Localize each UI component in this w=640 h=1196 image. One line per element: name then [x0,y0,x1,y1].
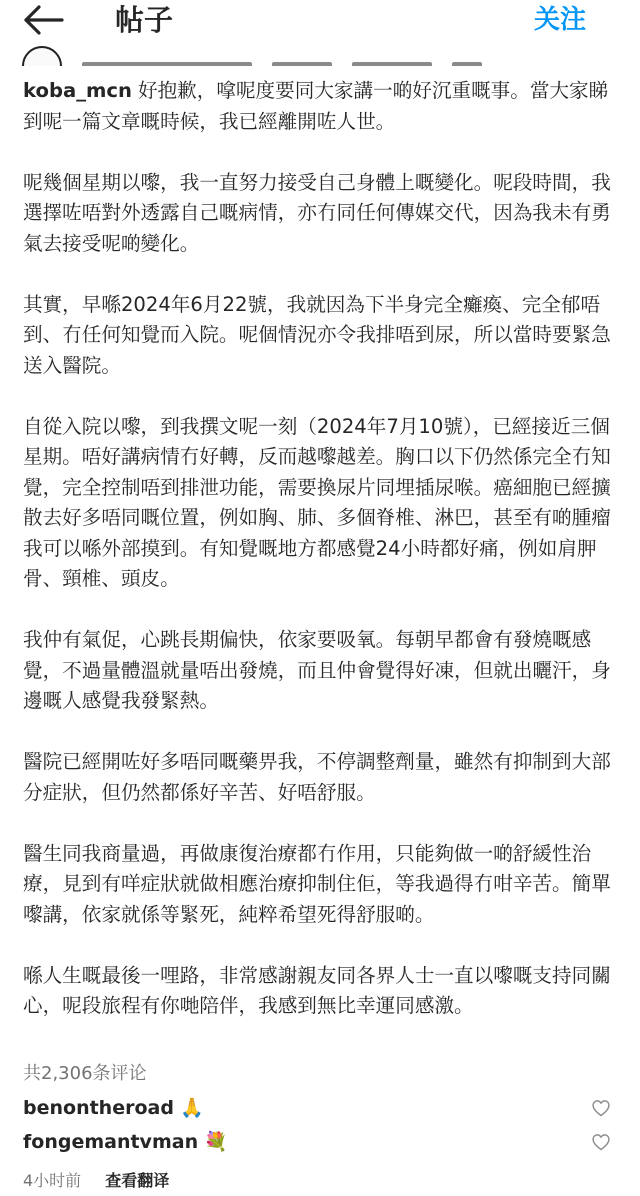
post-caption [23,76,623,1022]
author-name-fragment [82,62,252,66]
caption-paragraph: 其實，早喺2024年6月22號，我就因為下半身完全癱瘓、完全郁唔到、冇任何知覺而入院。呢個情況亦令我排唔到尿，所以當時要緊急送入醫院。 [23,292,611,377]
caption-paragraph: 呢幾個星期以嚟，我一直努力接受自己身體上嘅變化。呢段時間，我選擇咗唔對外透露自己嘅病情，亦冇同任何傳媒交代，因為我未有勇氣去接受呢啲變化。 [23,170,611,255]
heart-outline-icon[interactable] [591,1132,611,1152]
author-meta-fragment [452,62,482,66]
post-timestamp: 4小时前 [23,1171,82,1190]
post-meta [23,1170,169,1192]
heart-outline-icon[interactable] [591,1098,611,1118]
comment-count-link[interactable]: 共2,306条评论 [23,1063,147,1084]
avatar[interactable] [22,46,62,66]
see-translation-button[interactable]: 查看翻译 [105,1171,170,1190]
comment-username[interactable]: fongemantvman [23,1131,199,1153]
comment-username[interactable]: benontheroad [23,1097,174,1119]
page-title: 帖子 [115,3,174,37]
author-meta-fragment [272,62,332,66]
post-author-row-cut [22,44,622,66]
comment-text: 💐 [204,1131,228,1153]
arrow-left-icon[interactable] [22,4,66,36]
follow-button[interactable]: 关注 [533,5,586,35]
top-bar [0,0,640,44]
comment-row [23,1094,623,1124]
caption-paragraph: 我仲有氣促，心跳長期偏快，依家要吸氧。每朝早都會有發燒嘅感覺，不過量體溫就量唔出發燒，而且仲會覺得好凍，但就出曬汗，身邊嘅人感覺我發緊熱。 [23,628,611,712]
comment-row [23,1128,623,1158]
caption-paragraph: 醫院已經開咗好多唔同嘅藥畀我，不停調整劑量，雖然有抑制到大部分症狀，但仍然都係好辛苦、好唔舒服。 [23,750,611,804]
caption-username[interactable]: koba_mcn [23,79,132,102]
author-meta-fragment [352,62,432,66]
comment-text: 🙏 [179,1097,204,1119]
caption-paragraph: 醫生同我商量過，再做康復治療都冇作用，只能夠做一啲舒緩性治療，見到有咩症狀就做相應治療抑制住佢，等我過得冇咁辛苦。簡單嚟講，依家就係等緊死，純粹希望死得舒服啲。 [23,841,611,926]
caption-paragraph: 喺人生嘅最後一哩路，非常感謝親友同各界人士一直以嚟嘅支持同關心，呢段旅程有你哋陪伴，我感到無比幸運同感激。 [23,963,611,1017]
caption-paragraph: koba_mcn 好抱歉，嗱呢度要同大家講一啲好沉重嘅事。當大家睇到呢一篇文章嘅時候，我已經離開咗人世。 [23,79,609,133]
caption-paragraph: 自從入院以嚟，到我撰文呢一刻（2024年7月10號），已經接近三個星期。唔好講病情冇好轉，反而越嚟越差。胸口以下仍然係完全冇知覺，完全控制唔到排泄功能，需要換尿片同埋插尿喉。癌細胞已經擴散去好多唔同嘅位置，例如胸、肺、多個脊椎、淋巴，甚至有啲腫瘤我可以喺外部摸到。有知覺嘅地方都感覺24小時都好痛，例如肩胛骨、頸椎、頭皮。 [23,414,611,590]
